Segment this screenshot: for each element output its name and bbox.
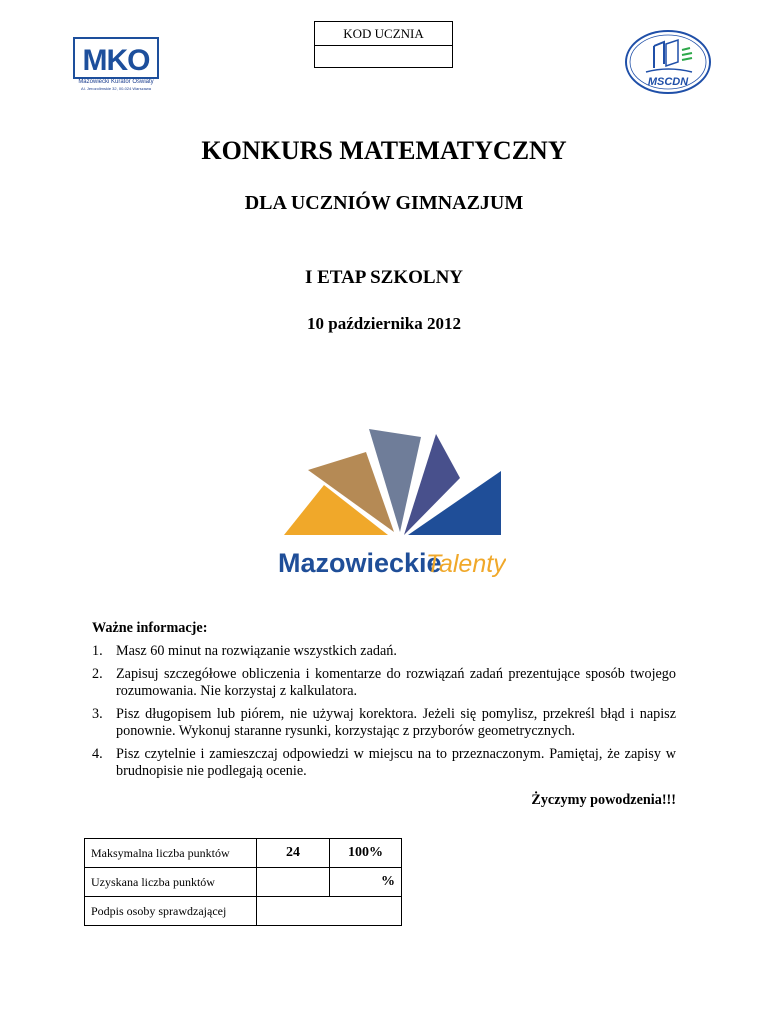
mscdn-logo-text: MSCDN — [647, 76, 689, 88]
student-code-label: KOD UCZNIA — [315, 22, 452, 46]
contest-subtitle: DLA UCZNIÓW GIMNAZJUM — [244, 192, 524, 214]
contest-title: KONKURS MATEMATYCZNY — [201, 136, 567, 165]
table-row — [85, 839, 402, 868]
good-luck-text: Życzymy powodzenia!!! — [531, 792, 676, 808]
mko-logo-mark — [73, 37, 159, 79]
talenty-triangles — [276, 427, 506, 582]
score-table — [84, 838, 402, 926]
info-item-number: 4. — [92, 746, 103, 762]
mko-logo-text: MKO — [82, 44, 150, 77]
mko-address: Al. Jerozolimskie 32, 00-024 Warszawa — [81, 86, 151, 91]
mko-logo — [73, 37, 159, 89]
info-item-text: Masz 60 minut na rozwiązanie wszystkich zadań. — [116, 643, 397, 659]
score-percent-field[interactable]: % — [330, 868, 402, 897]
score-label: Uzyskana liczba punktów — [85, 868, 257, 897]
important-info — [92, 620, 676, 786]
mazowieckie-talenty-logo — [276, 427, 506, 582]
info-list — [92, 643, 676, 780]
info-item-number: 2. — [92, 666, 103, 682]
mko-caption: Mazowiecki Kurator Oświaty — [78, 79, 154, 85]
talenty-word2: Talenty — [426, 550, 506, 578]
info-item-text: Pisz długopisem lub piórem, nie używaj korektora. Jeżeli się pomylisz, przekreśl błąd i napisz ponownie. Wykonuj staranne rysunki, korzystając z przyborów geometrycznych. — [116, 706, 676, 739]
score-percent: 100% — [330, 839, 402, 868]
score-label: Podpis osoby sprawdzającej — [85, 897, 257, 926]
info-item-number: 1. — [92, 643, 103, 659]
info-item-number: 3. — [92, 706, 103, 722]
info-item — [92, 746, 676, 780]
score-label: Maksymalna liczba punktów — [85, 839, 257, 868]
info-item-text: Pisz czytelnie i zamieszczaj odpowiedzi w miejscu na to przeznaczonym. Pamiętaj, że zapisy w brudnopisie nie podlegają ocenie. — [116, 746, 676, 779]
info-item — [92, 666, 676, 700]
contest-date: 10 października 2012 — [307, 314, 461, 333]
mscdn-logo — [624, 28, 712, 96]
info-item — [92, 643, 676, 660]
info-item — [92, 706, 676, 740]
contest-stage: I ETAP SZKOLNY — [304, 267, 464, 288]
table-row — [85, 897, 402, 926]
info-item-text: Zapisuj szczegółowe obliczenia i komentarze do rozwiązań zadań prezentujące sposób twojego rozumowania. Nie korzystaj z kalkulatora. — [116, 666, 676, 699]
student-code-box — [314, 21, 453, 68]
mscdn-logo-mark — [624, 28, 712, 96]
score-points: 24 — [257, 839, 330, 868]
signature-field[interactable] — [257, 897, 402, 926]
talenty-word1: Mazowieckie — [278, 548, 442, 578]
score-points-field[interactable] — [257, 868, 330, 897]
info-heading: Ważne informacje: — [92, 620, 208, 636]
table-row — [85, 868, 402, 897]
